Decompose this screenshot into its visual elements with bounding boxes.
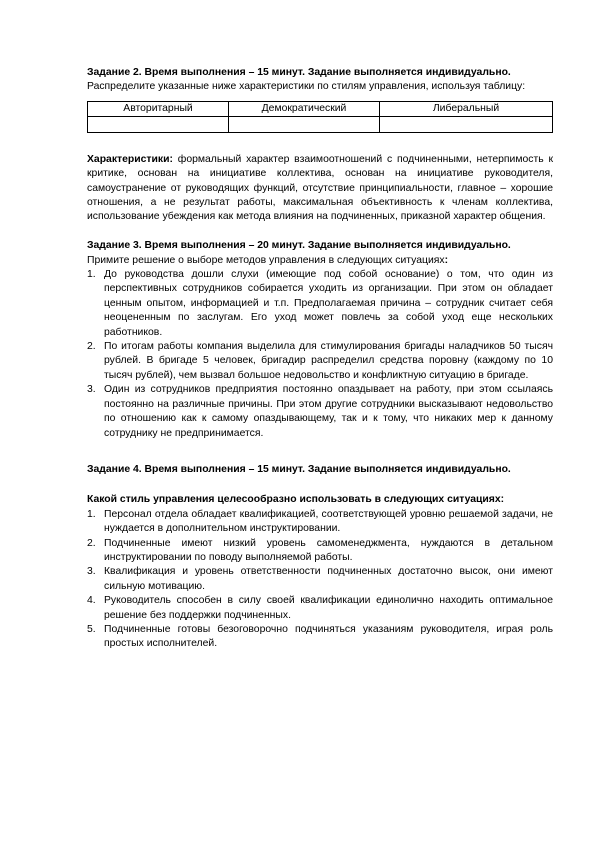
list-item (87, 594, 553, 623)
task-3-instruction (87, 254, 553, 268)
list-item-text: По итогам работы компания выделила для стимулирования бригады наладчиков 50 тысяч рублей. В бригаде 5 человек, бригадир распределил средства поровну (каждому по 10 тысяч рублей), чем вызвал большое недовольство и конфликтную ситуацию в бригаде. (104, 341, 553, 381)
styles-table-header-row (88, 101, 553, 117)
task-4-title: Задание 4. Время выполнения – 15 минут. Задание выполняется индивидуально. (87, 463, 511, 475)
list-item-text: До руководства дошли слухи (имеющие под собой основание) о том, что один из перспективных сотрудников собирается уходить из организации. При этом он обладает ценным опытом, информацией и т.п. Предполагаемая причина – сотрудник считает себя неоцененным по заслугам. Его уход может повлечь за собой уход еще нескольких работников. (104, 269, 553, 338)
task-3-section (87, 239, 553, 441)
table-cell-empty (380, 117, 553, 133)
task-2-title: Задание 2. Время выполнения – 15 минут. Задание выполняется индивидуально. (87, 67, 511, 78)
list-item-text: Подчиненные готовы безоговорочно подчиняться указаниям руководителя, играя роль простых исполнителей. (104, 623, 553, 650)
list-item-text: Квалификация и уровень ответственности подчиненных достаточно высок, они имеют сильную мотивацию. (104, 566, 553, 592)
list-item-text: Подчиненные имеют низкий уровень самоменеджмента, нуждаются в детальном инструктировании по поводу выполняемой работы. (104, 537, 553, 563)
list-item-number: 3. (87, 566, 96, 578)
list-item-number: 2. (87, 537, 96, 549)
list-item-number: 3. (87, 384, 96, 396)
task-4-question: Какой стиль управления целесообразно использовать в следующих ситуациях: (87, 494, 505, 506)
table-header-democratic: Демократический (229, 101, 380, 117)
task-4-situations-list (87, 508, 553, 652)
document-page (87, 66, 553, 652)
list-item-text: Один из сотрудников предприятия постоянно опаздывает на работу, при этом ссылаясь постоянно на различные причины. При этом другие сотрудники высказывают недовольство по отношению как к самому опаздывающему, так и к тому, что никаких мер к данному сотруднику не предпринимается. (104, 384, 553, 439)
list-item-number: 4. (87, 595, 96, 607)
characteristics-label: Характеристики: (87, 153, 173, 165)
list-item-number: 1. (87, 508, 96, 520)
task-3-instruction-text: Примите решение о выборе методов управления в следующих ситуациях (87, 254, 445, 266)
list-item (87, 508, 553, 537)
list-item-number: 2. (87, 341, 96, 353)
list-item (87, 623, 553, 652)
table-header-liberal: Либеральный (380, 101, 553, 117)
table-cell-empty (229, 117, 380, 133)
task-3-title: Задание 3. Время выполнения – 20 минут. Задание выполняется индивидуально. (87, 240, 511, 252)
list-item (87, 565, 553, 594)
list-item (87, 537, 553, 566)
list-item-number: 1. (87, 269, 96, 281)
list-item-number: 5. (87, 623, 96, 635)
styles-table (87, 101, 553, 133)
characteristics-paragraph (87, 153, 553, 225)
list-item-text: Персонал отдела обладает квалификацией, соответствующей уровню решаемой задачи, не нуждается в дополнительном инструктировании. (104, 508, 553, 535)
styles-table-empty-row (88, 117, 553, 133)
list-item (87, 268, 553, 340)
table-cell-empty (88, 117, 229, 133)
task-3-instruction-colon: : (444, 254, 449, 266)
list-item (87, 340, 553, 383)
task-4-section (87, 463, 553, 652)
task-3-situations-list (87, 268, 553, 441)
task-2-instruction: Распределите указанные ниже характеристики по стилям управления, используя таблицу: (87, 81, 526, 93)
table-header-authoritarian: Авторитарный (88, 101, 229, 117)
list-item-text: Руководитель способен в силу своей квалификации единолично находить оптимальное решение без поддержки подчиненных. (104, 595, 553, 621)
task-2-section (87, 66, 553, 225)
list-item (87, 383, 553, 441)
characteristics-text: формальный характер взаимоотношений с подчиненными, нетерпимость к критике, основан на инициативе коллектива, основан на инициативе руководителя, самоустранение от руководящих функций, отсутствие принципиальности, главное – хорошие отношения, а не результат работы, максимальная объективность к членам коллектива, использование убеждения как метода влияния на подчиненных, приказной характер общения. (87, 153, 553, 223)
